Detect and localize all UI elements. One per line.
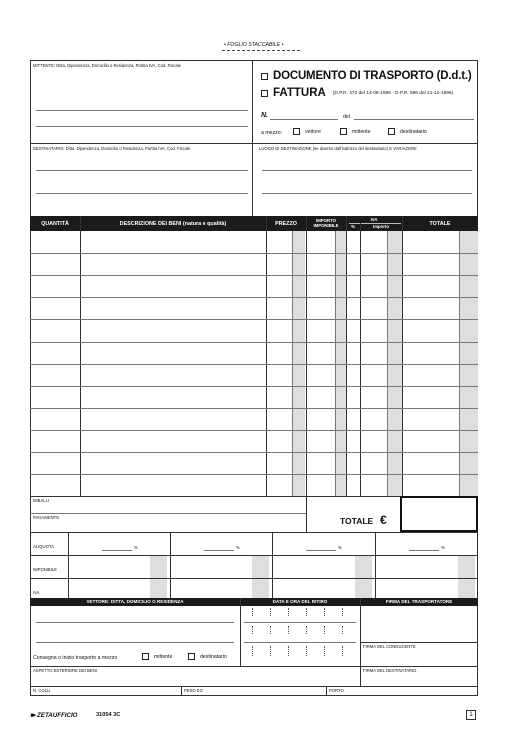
sender-label: MITTENTE: Ditta, Dipendenza, Domicilio o Residenza, Partita IVA, Cod. Fiscale: [33, 63, 181, 68]
recipient-label: DESTINATARIO: Ditta, Dipendenza, Domicilio o Residenza, Partita IVA, Cod. Fiscale: [33, 146, 191, 151]
consegna-destinatario-label: destinatario: [200, 653, 227, 660]
table-row-line: [30, 253, 478, 254]
vat-decimal-shade: [458, 555, 475, 598]
aspetto-label: ASPETTO ESTERIORE DEI BENI: [33, 668, 97, 673]
datetime-tick: [288, 626, 289, 634]
mittente-checkbox[interactable]: [340, 128, 347, 135]
table-row-line: [30, 364, 478, 365]
vettore-label: vettore: [305, 128, 321, 135]
sender-divider: [252, 60, 253, 216]
consegna-mittente-label: mittente: [154, 653, 173, 660]
col-descrizione-header: DESCRIZIONE DEI BENI (natura e qualità): [119, 221, 227, 227]
mezzo-destinatario[interactable]: [388, 128, 427, 135]
vat-decimal-shade: [355, 555, 372, 598]
destinatario-checkbox[interactable]: [388, 128, 395, 135]
mezzo-mittente[interactable]: [340, 128, 370, 135]
consegna-mittente[interactable]: [142, 653, 172, 660]
destination-label: LUOGO DI DESTINAZIONE (se diverso dall'indirizzo del destinatario) E VARIAZIONI: [259, 146, 417, 151]
firma-conducente-label: FIRMA DEL CONDUCENTE: [363, 644, 416, 649]
datetime-tick: [306, 608, 307, 616]
col-iva-header: IVA: [370, 217, 378, 222]
peso-label: PESO KG: [184, 688, 203, 693]
vat-percent-sign: %: [134, 545, 138, 550]
consegna-destinatario-checkbox[interactable]: [188, 653, 195, 660]
imponibile-label: IMPONIBILE: [33, 567, 57, 572]
page-number: 1: [466, 710, 476, 720]
datetime-tick: [324, 646, 325, 656]
brand-arrow-icon: ▸▸: [31, 712, 35, 719]
iva-label: IVA: [33, 590, 40, 595]
n-colli-label: N. COLLI: [33, 688, 51, 693]
consegna-destinatario[interactable]: [188, 653, 227, 660]
datetime-tick: [306, 646, 307, 656]
table-row-line: [30, 297, 478, 298]
mezzo-label: a mezzo:: [261, 130, 283, 136]
col-iva-importo-header: Importo: [373, 224, 389, 229]
imballi-label: IMBALLI: [33, 498, 50, 503]
table-row-line: [30, 474, 478, 475]
datetime-tick: [270, 626, 271, 634]
datetime-tick: [324, 608, 325, 616]
porto-label: PORTO: [329, 688, 344, 693]
vat-aliquota-field[interactable]: [204, 550, 234, 551]
totale-label: TOTALE: [340, 516, 374, 526]
doc-number-label: N.: [261, 112, 268, 119]
vettore-header: VETTORE: DITTA, DOMICILIO O RESIDENZA: [86, 599, 184, 604]
datetime-tick: [270, 608, 271, 616]
mezzo-vettore[interactable]: [293, 128, 321, 135]
col-quantita-header: QUANTITÀ: [41, 221, 69, 227]
vat-percent-sign: %: [236, 545, 240, 550]
datetime-row-line: [244, 622, 356, 623]
col-iva-pct-header: %: [351, 224, 355, 229]
vat-decimal-shade: [150, 555, 167, 598]
ddt-label: DOCUMENTO DI TRASPORTO (D.d.t.): [273, 70, 472, 82]
brand-logo: [31, 711, 77, 719]
datetime-tick: [342, 608, 343, 616]
table-row-line: [30, 430, 478, 431]
table-row-line: [30, 342, 478, 343]
vat-aliquota-field[interactable]: [306, 550, 336, 551]
table-row-line: [30, 452, 478, 453]
datetime-tick: [288, 608, 289, 616]
vat-aliquota-field[interactable]: [409, 550, 439, 551]
datetime-tick: [288, 646, 289, 656]
doc-date-label: del: [343, 114, 350, 120]
vat-column-line: [68, 532, 69, 598]
firma-trasportatore-header: FIRMA DEL TRASPORTATORE: [385, 599, 453, 604]
euro-sign: €: [380, 513, 387, 527]
vat-percent-sign: %: [441, 545, 445, 550]
consegna-mittente-checkbox[interactable]: [142, 653, 149, 660]
consegna-label: Consegna o inizio trasporto a mezzo: [33, 655, 118, 661]
mittente-label: mittente: [352, 128, 371, 135]
foglio-staccabile-label: • FOGLIO STACCABILE •: [224, 42, 284, 48]
col-prezzo-header: PREZZO: [275, 221, 297, 227]
vat-percent-sign: %: [338, 545, 342, 550]
col-importo-header: IMPORTO IMPONIBILE: [313, 218, 339, 228]
vat-aliquota-field[interactable]: [102, 550, 132, 551]
dpr-note: (D.P.R. 472 del 14-08-1996 - D.P.R. 696 del 21-12-1996): [332, 90, 454, 96]
ddt-checkbox[interactable]: [261, 73, 268, 80]
vettore-checkbox[interactable]: [293, 128, 300, 135]
fattura-label: FATTURA: [273, 87, 326, 99]
datetime-tick: [306, 626, 307, 634]
totale-box[interactable]: [400, 496, 478, 532]
ddt-option[interactable]: [261, 70, 471, 82]
table-row-line: [30, 408, 478, 409]
col-totale-header: TOTALE: [429, 221, 451, 227]
destinatario-label: destinatario: [400, 128, 427, 135]
vat-column-line: [170, 532, 171, 598]
datetime-tick: [270, 646, 271, 656]
datetime-tick: [252, 608, 253, 616]
vat-decimal-shade: [252, 555, 269, 598]
datetime-tick: [342, 626, 343, 634]
vat-column-line: [272, 532, 273, 598]
vat-column-line: [375, 532, 376, 598]
fattura-checkbox[interactable]: [261, 90, 268, 97]
firma-destinatario-label: FIRMA DEL DESTINATARIO: [363, 668, 417, 673]
perforation-line: [222, 50, 300, 51]
datetime-tick: [252, 626, 253, 634]
doc-number-field[interactable]: [270, 119, 338, 120]
fattura-option[interactable]: [261, 87, 453, 99]
table-row-line: [30, 275, 478, 276]
datetime-tick: [324, 626, 325, 634]
pagamento-label: PAGAMENTO: [33, 515, 60, 520]
table-row-line: [30, 319, 478, 320]
datetime-tick: [252, 646, 253, 656]
aliquota-label: ALIQUOTA: [33, 544, 54, 549]
datetime-row-line: [244, 642, 356, 643]
brand-name: ZETAUFFICIO: [37, 711, 78, 719]
doc-date-field[interactable]: [354, 119, 474, 120]
brand-code: 31054 3C: [96, 712, 121, 718]
datetime-tick: [342, 646, 343, 656]
table-row-line: [30, 386, 478, 387]
data-ora-header: DATA E ORA DEL RITIRO: [272, 599, 328, 604]
